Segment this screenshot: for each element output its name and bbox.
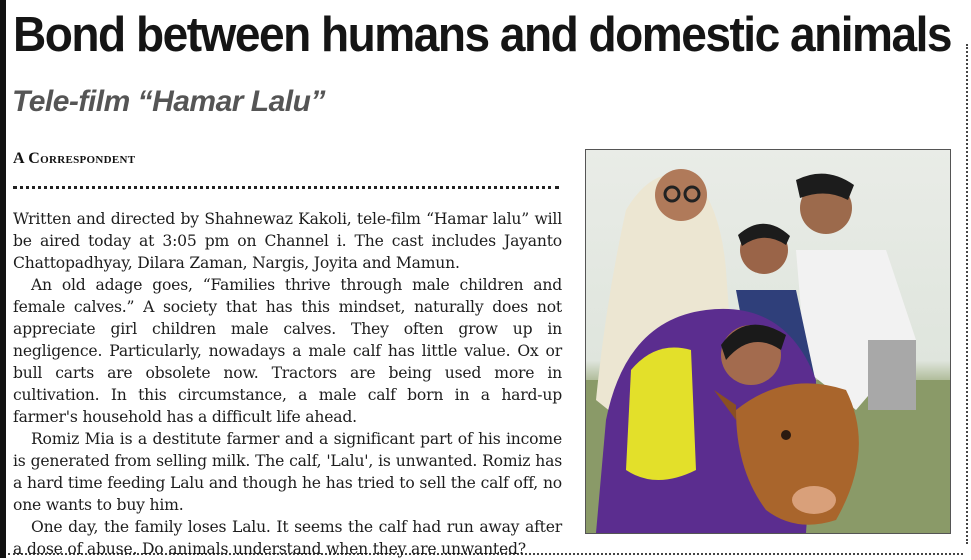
right-dotted-border <box>966 44 968 544</box>
paragraph-1: Written and directed by Shahnewaz Kakoli, tele-film “Hamar lalu” will be aired today at 3:05 pm on Channel i. The cast includes Jayanto Chattopadhyay, Dilara Zaman, Nargis, Joyita and Mamun. <box>13 210 562 272</box>
headline: Bond between humans and domestic animals <box>13 8 952 62</box>
paragraph-2: An old adage goes, “Families thrive through male children and female calves.” A society that has this mindset, naturally does not appreciate girl children male calves. They often grow up in negligence. Particularly, nowadays a male calf has little value. Ox or bull carts are obsolete now. Tractors are being used more in cultivation. In this circumstance, a male calf born in a hard-up farmer's household has a difficult life ahead. <box>13 276 562 426</box>
film-still-photo <box>585 149 951 534</box>
subheadline: Tele-film “Hamar Lalu” <box>12 85 325 118</box>
byline: A Correspondent <box>13 150 136 167</box>
byline-dotted-rule <box>13 186 559 189</box>
older-boy-shorts <box>868 340 916 410</box>
film-still-illustration <box>586 150 950 533</box>
article-body <box>13 208 562 560</box>
calf-muzzle <box>792 486 836 514</box>
left-column-rule <box>0 0 6 558</box>
woman-blouse <box>626 348 696 481</box>
paragraph-3: Romiz Mia is a destitute farmer and a significant part of his income is generated from selling milk. The calf, 'Lalu', is unwanted. Romiz has a hard time feeding Lalu and though he has tried to sell the calf off, no one wants to buy him. <box>13 430 562 514</box>
calf-eye <box>781 430 791 440</box>
paragraph-4: One day, the family loses Lalu. It seems the calf had run away after a dose of abuse. Do animals understand when they are unwanted? <box>13 518 562 558</box>
